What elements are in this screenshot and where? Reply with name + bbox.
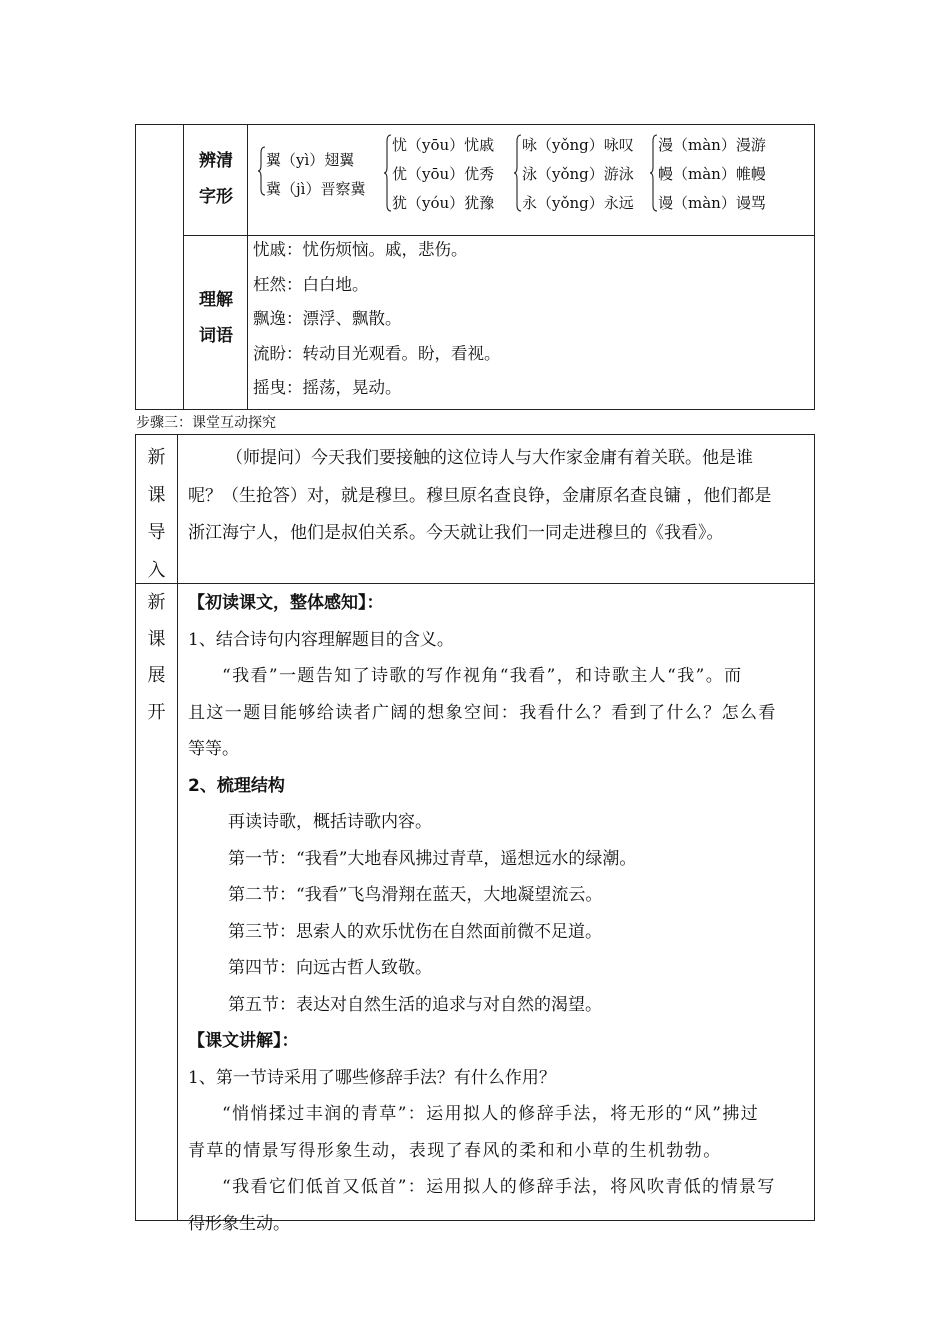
table-divider: [247, 125, 248, 409]
answer-line: 再读诗歌，概括诗歌内容。: [228, 812, 432, 832]
vocab-item: 摇曳：摇荡，晃动。: [253, 378, 402, 397]
char-group-1: 翼（yì）翅翼 冀（jì）晋察冀: [266, 151, 366, 198]
section-title: 【课文讲解】：: [188, 1031, 299, 1051]
char-group-3: 咏（yǒng）咏叹 泳（yǒng）游泳 永（yǒng）永远: [522, 136, 634, 212]
question: 1、结合诗句内容理解题目的含义。: [188, 629, 454, 650]
side-label-intro: 新 课 导 入: [147, 447, 166, 581]
vocab-item: 流盼：转动目光观看。盼，看视。: [253, 343, 501, 363]
side-label-develop: 新 课 展 开: [147, 592, 166, 723]
answer-line: 得形象生动。: [188, 1213, 290, 1234]
table-divider: [136, 583, 814, 584]
answer-line: 青草的情景写得形象生动，表现了春风的柔和和小草的生机勃勃。: [188, 1140, 722, 1161]
vocab-item: 枉然：白白地。: [253, 274, 369, 294]
question: 1、第一节诗采用了哪些修辞手法？有什么作用？: [188, 1067, 556, 1088]
char-group-2: 忧（yōu）忧戚 优（yōu）优秀 犹（yóu）犹豫: [392, 136, 495, 212]
question: 2、梳理结构: [188, 775, 285, 796]
vocab-list: [253, 233, 501, 406]
section-summary: 第二节：“我看”飞鸟滑翔在蓝天，大地凝望流云。: [228, 885, 603, 905]
vocab-item: 忧戚：忧伤烦恼。戚，悲伤。: [253, 240, 468, 259]
char-group-4: 漫（màn）漫游 幔（màn）帷幔 谩（màn）谩骂: [658, 136, 766, 212]
brace-icon: [514, 133, 522, 213]
section-title: 【初读课文，整体感知】：: [188, 593, 384, 613]
intro-paragraph: （师提问）今天我们要接触的这位诗人与大作家金庸有着关联。他是谁 呢？（生抢答）对，就是穆旦。穆旦原名查良铮，金庸原名查良镛 ，他们都是 浙江海宁人，他们是叔伯关系。今天就让我们一同走进穆旦的《我看》。: [188, 448, 772, 543]
lesson-table: [135, 434, 815, 1234]
brace-icon: [258, 145, 266, 197]
answer-line: “悄悄揉过丰润的青草”：运用拟人的修辞手法，将无形的“风”拂过: [222, 1104, 760, 1124]
brace-icon: [384, 133, 392, 213]
section-summary: 第一节：“我看”大地春风拂过青草，遥想远水的绿潮。: [228, 848, 637, 869]
table-divider: [177, 435, 178, 1220]
answer-line: 且这一题目能够给读者广阔的想象空间：我看什么？看到了什么？怎么看: [188, 702, 777, 723]
lesson-body: [188, 585, 808, 1242]
vocab-item: 飘逸：漂浮、飘散。: [253, 309, 402, 328]
table-divider: [183, 125, 184, 409]
row-header-char-form: 辨清 字形: [199, 151, 233, 207]
answer-line: “我看”一题告知了诗歌的写作视角“我看”，和诗歌主人“我”。而: [222, 666, 743, 686]
step-label: 步骤三：课堂互动探究: [136, 415, 276, 431]
answer-line: 等等。: [188, 739, 239, 759]
section-summary: 第三节：思索人的欢乐忧伤在自然面前微不足道。: [228, 921, 602, 942]
row-header-vocab: 理解 词语: [199, 290, 233, 346]
section-summary: 第四节：向远古哲人致敬。: [228, 958, 432, 978]
brace-icon: [650, 133, 658, 213]
section-summary: 第五节：表达对自然生活的追求与对自然的渴望。: [228, 994, 602, 1015]
answer-line: “我看它们低首又低首”：运用拟人的修辞手法，将风吹青低的情景写: [222, 1177, 776, 1197]
